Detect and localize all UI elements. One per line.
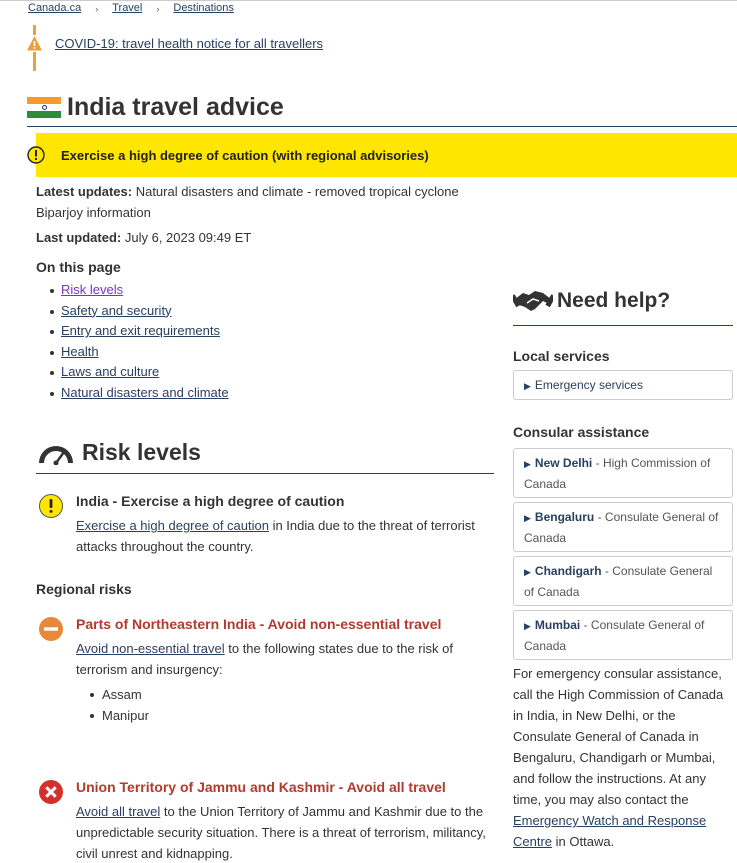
chevron-right-icon: › (156, 4, 160, 14)
national-risk-link[interactable]: Exercise a high degree of caution (76, 518, 269, 533)
page-title-row (27, 93, 284, 122)
list-item: Assam (88, 684, 486, 705)
toc-link-health[interactable]: Health (61, 343, 99, 359)
exclamation-circle-icon (27, 146, 45, 164)
latest-updates (36, 181, 486, 223)
toc-item (50, 342, 229, 363)
consular-item-new-delhi[interactable] (513, 448, 733, 498)
warning-triangle-icon (26, 35, 43, 52)
on-this-page-list (50, 280, 229, 404)
risk-levels-heading-row (36, 439, 201, 466)
northeast-risk-desc (76, 638, 486, 726)
consular-item-chandigarh[interactable] (513, 556, 733, 606)
need-help-divider (513, 325, 733, 326)
toc-link-laws[interactable]: Laws and culture (61, 364, 160, 380)
exclamation-circle-icon (38, 493, 64, 519)
emergency-services-item[interactable] (513, 370, 733, 400)
covid-notice-link[interactable]: COVID-19: travel health notice for all travellers (55, 36, 324, 51)
need-help-heading-row (513, 285, 670, 317)
toc-link-entry-exit[interactable]: Entry and exit requirements (61, 323, 220, 339)
latest-updates-text: Natural disasters and climate - removed tropical cyclone Biparjoy information (36, 184, 459, 220)
local-services-heading: Local services (513, 348, 610, 364)
emergency-consular-text (513, 663, 735, 852)
regional-risks-heading: Regional risks (36, 581, 132, 597)
last-updated-label: Last updated: (36, 230, 122, 245)
emergency-services-label: Emergency services (534, 378, 643, 392)
jk-risk-title: Union Territory of Jammu and Kashmir - Avoid all travel (76, 779, 446, 795)
need-help-heading: Need help? (557, 289, 671, 312)
jk-risk-desc (76, 801, 486, 863)
consular-city: New Delhi (534, 456, 593, 470)
toc-item (50, 362, 229, 383)
consular-item-bengaluru[interactable] (513, 502, 733, 552)
northeast-risk-title: Parts of Northeastern India - Avoid non-essential travel (76, 616, 442, 632)
toc-link-natural-disasters[interactable]: Natural disasters and climate (61, 384, 229, 400)
title-divider (27, 126, 737, 127)
chevron-right-icon: › (95, 4, 99, 14)
northeast-states-list (76, 684, 486, 726)
handshake-icon (513, 285, 553, 317)
page-title: India travel advice (67, 93, 284, 121)
breadcrumb (28, 2, 234, 16)
northeast-risk (36, 616, 486, 746)
x-circle-icon (38, 779, 64, 805)
consular-city: Mumbai (534, 618, 581, 632)
toc-item (50, 321, 229, 342)
advisory-text: Exercise a high degree of caution (with regional advisories) (61, 147, 429, 163)
breadcrumb-destinations[interactable]: Destinations (173, 2, 234, 14)
toc-item (50, 383, 229, 404)
jk-risk (36, 779, 486, 863)
consular-desc: - Consulate General of Canada (524, 564, 713, 599)
consular-desc: - Consulate General of Canada (524, 510, 719, 545)
emergency-watch-link[interactable]: Emergency Watch and Response Centre (513, 813, 707, 849)
consular-city: Bengaluru (534, 510, 595, 524)
india-flag-icon (27, 97, 61, 119)
risk-levels-heading: Risk levels (82, 439, 201, 465)
northeast-risk-text: to the following states due to the risk of terrorism and insurgency: (76, 641, 453, 677)
consular-item-mumbai[interactable] (513, 610, 733, 660)
national-risk-desc (76, 515, 486, 557)
risk-levels-divider (36, 473, 494, 474)
jk-risk-link[interactable]: Avoid all travel (76, 804, 161, 819)
toc-link-risk-levels[interactable]: Risk levels (61, 282, 124, 297)
jk-risk-text: to the Union Territory of Jammu and Kashmir due to the unpredictable security situation. There is a threat of terrorism, militancy, civil unrest and kidnapping. (76, 804, 486, 861)
northeast-risk-link[interactable]: Avoid non-essential travel (76, 641, 225, 656)
minus-circle-icon (38, 616, 64, 642)
advisory-banner (36, 133, 737, 177)
toc-link-safety[interactable]: Safety and security (61, 302, 172, 318)
consular-desc: - High Commission of Canada (524, 456, 711, 491)
emergency-consular-tail: in Ottawa. (552, 834, 615, 849)
national-risk-text: in India due to the threat of terrorist attacks throughout the country. (76, 518, 475, 554)
list-item: Manipur (88, 705, 486, 726)
consular-assistance-heading: Consular assistance (513, 424, 650, 440)
national-risk (36, 493, 486, 563)
triangle-right-icon: ▶ (524, 381, 531, 391)
toc-item (50, 280, 229, 301)
last-updated (36, 229, 251, 247)
latest-updates-label: Latest updates: (36, 184, 133, 199)
consular-desc: - Consulate General of Canada (524, 618, 705, 653)
gauge-icon (36, 441, 76, 465)
on-this-page-heading: On this page (36, 259, 121, 275)
toc-item (50, 301, 229, 322)
consular-city: Chandigarh (534, 564, 602, 578)
breadcrumb-canada[interactable]: Canada.ca (28, 2, 82, 14)
breadcrumb-travel[interactable]: Travel (112, 2, 143, 14)
triangle-right-icon: ▶ (524, 621, 531, 631)
national-risk-title: India - Exercise a high degree of caution (76, 493, 345, 509)
triangle-right-icon: ▶ (524, 513, 531, 523)
emergency-consular-body: For emergency consular assistance, call the High Commission of Canada in India, in New Delhi, or the Consulate General of Canada in Bengaluru, Chandigarh or Mumbai, and follow the instructions. At any time, you may also contact the (513, 666, 724, 807)
triangle-right-icon: ▶ (524, 459, 531, 469)
triangle-right-icon: ▶ (524, 567, 531, 577)
last-updated-text: July 6, 2023 09:49 ET (124, 230, 252, 245)
